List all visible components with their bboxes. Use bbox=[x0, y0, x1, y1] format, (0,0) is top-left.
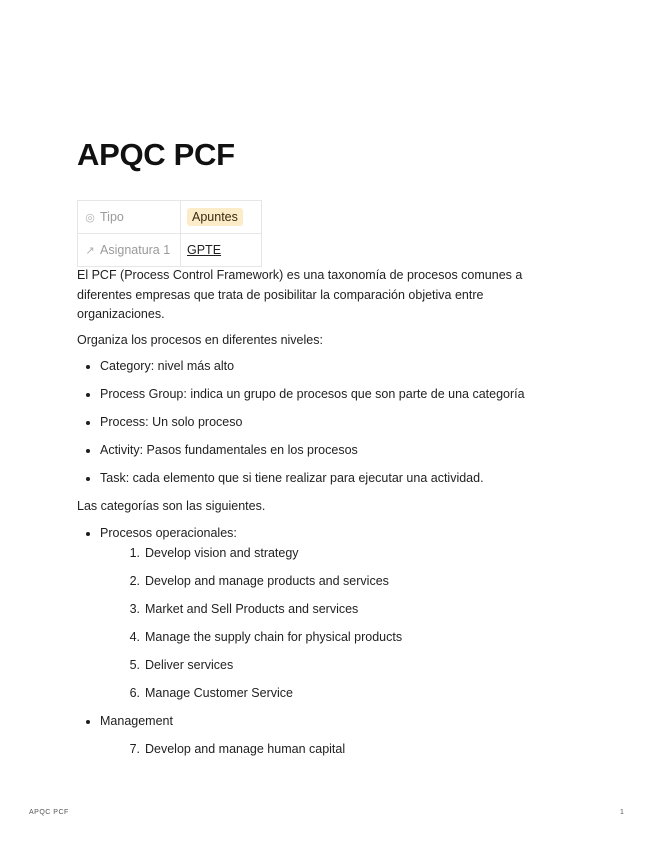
list-item: 1. Develop vision and strategy bbox=[129, 546, 299, 560]
category-numbered-list bbox=[100, 739, 547, 767]
list-item: 4. Manage the supply chain for physical products bbox=[129, 630, 403, 644]
property-key-cell bbox=[78, 234, 181, 267]
levels-list bbox=[77, 356, 547, 496]
page-content bbox=[77, 266, 547, 767]
paragraph-levels-intro: Organiza los procesos en diferentes niveles: bbox=[77, 332, 323, 347]
footer-page-title: APQC PCF bbox=[29, 809, 69, 816]
property-value-cell bbox=[181, 201, 262, 234]
page-title: APQC PCF bbox=[77, 137, 235, 172]
property-key-label: Tipo bbox=[100, 210, 124, 224]
list-item: • Process: Un solo proceso bbox=[100, 412, 547, 440]
relation-arrow-icon: ↗ bbox=[85, 245, 95, 257]
property-row-tipo bbox=[78, 201, 262, 234]
category-group bbox=[100, 711, 547, 767]
category-group-label: Management bbox=[100, 714, 173, 728]
list-item: 2. Develop and manage products and services bbox=[129, 574, 389, 588]
list-item: 5. Deliver services bbox=[129, 658, 234, 672]
property-key-label: Asignatura 1 bbox=[100, 243, 171, 257]
property-row-asignatura bbox=[78, 234, 262, 267]
list-item: • Task: cada elemento que si tiene realizar para ejecutar una actividad. bbox=[100, 468, 547, 496]
tag-badge[interactable]: Apuntes bbox=[187, 208, 243, 226]
category-group-label: Procesos operacionales: bbox=[100, 525, 237, 540]
list-item: • Activity: Pasos fundamentales en los procesos bbox=[100, 440, 547, 468]
list-item: 7. Develop and manage human capital bbox=[129, 741, 346, 756]
paragraph-categories-intro: Las categorías son las siguientes. bbox=[77, 499, 266, 513]
paragraph-intro: El PCF (Process Control Framework) es una taxonomía de procesos comunes a diferentes empresas que trata de posibilitar la comparación objetiva entre organizaciones. bbox=[77, 268, 523, 321]
category-group bbox=[100, 523, 547, 712]
properties-table bbox=[77, 200, 262, 267]
property-key-cell bbox=[78, 201, 181, 234]
footer-page-number: 1 bbox=[620, 809, 624, 816]
list-item: • Category: nivel más alto bbox=[100, 356, 547, 384]
list-item: 3. Market and Sell Products and services bbox=[129, 602, 359, 616]
select-circle-icon: ◎ bbox=[85, 212, 95, 224]
categories-list bbox=[77, 523, 547, 767]
list-item: 6. Manage Customer Service bbox=[129, 686, 293, 700]
list-item: • Process Group: indica un grupo de procesos que son parte de una categoría bbox=[100, 384, 547, 412]
relation-link[interactable]: GPTE bbox=[187, 243, 222, 257]
category-numbered-list bbox=[100, 543, 547, 711]
property-value-cell bbox=[181, 234, 262, 267]
